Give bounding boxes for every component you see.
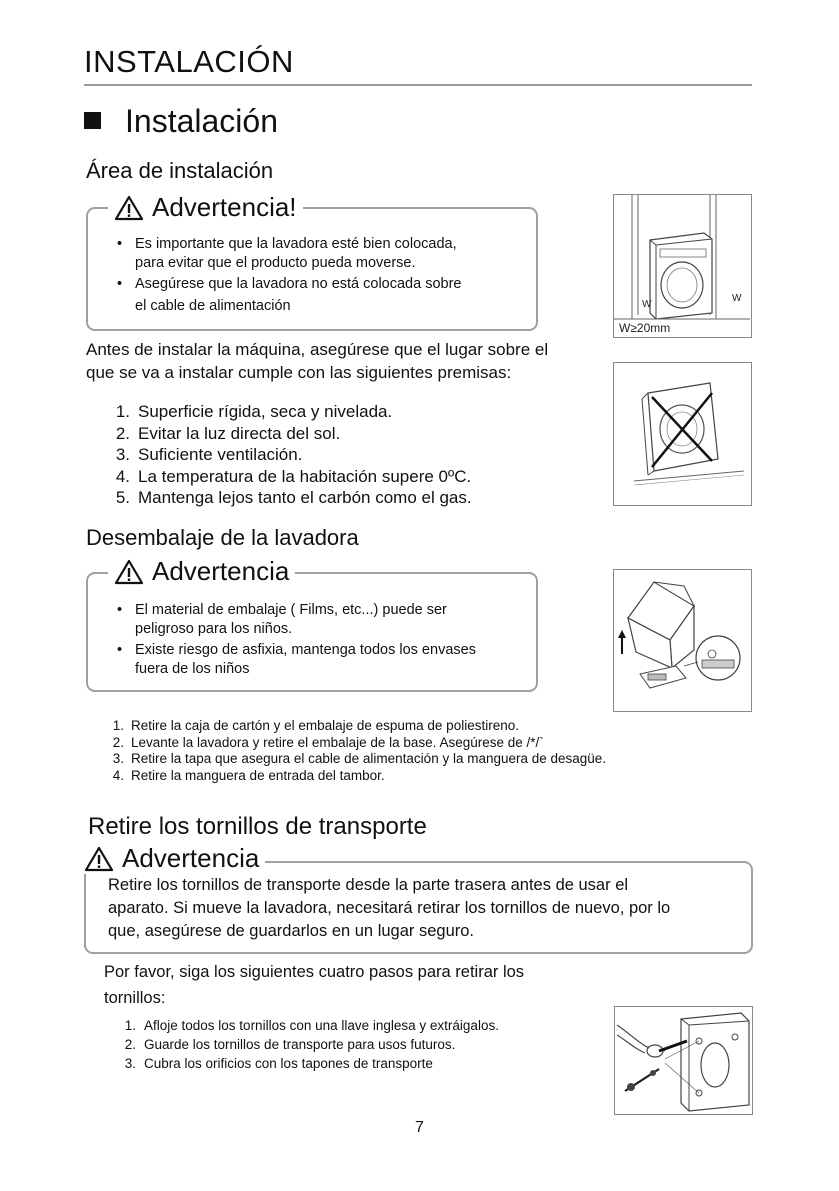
install-requirements <box>110 401 472 509</box>
list-item: 3. Retire la tapa que asegura el cable de alimentación y la manguera de desagüe. <box>112 751 607 766</box>
install-area-title: Área de instalación <box>86 158 274 183</box>
list-item: 5. Mantenga lejos tanto el carbón como el gas. <box>115 488 472 507</box>
figure-installation-clearance <box>613 194 752 338</box>
svg-text:W≥20mm: W≥20mm <box>619 321 671 335</box>
list-item: • Existe riesgo de asfixia, mantenga todos los envases fuera de los niños <box>115 641 535 679</box>
install-intro: Antes de instalar la máquina, asegúrese que el lugar sobre el que se va a instalar cumple con las siguientes premisas: <box>86 340 549 382</box>
bolts-warning-title: Advertencia <box>78 843 265 874</box>
bolts-warning-text: Retire los tornillos de transporte desde la parte trasera antes de usar el aparato. Si mueve la lavadora, necesitará retirar los tornillos de nuevo, por lo que, asegúrese de guardarlos en un lugar seguro. <box>108 876 671 940</box>
list-item: 2. Guarde los tornillos de transporte para usos futuros. <box>124 1037 456 1052</box>
section-title-text: Instalación <box>125 103 278 139</box>
list-item: 1. Retire la caja de cartón y el embalaje de espuma de poliestireno. <box>112 718 519 733</box>
svg-text:W: W <box>732 293 742 304</box>
list-item: 1. Afloje todos los tornillos con una llave inglesa y extráigalos. <box>124 1018 499 1033</box>
figure-uneven-floor-warning <box>613 362 752 506</box>
warning-triangle-icon <box>114 559 144 585</box>
warning-triangle-icon <box>114 195 144 221</box>
list-item: 2. Evitar la luz directa del sol. <box>115 423 341 443</box>
page-number: 7 <box>415 1119 424 1136</box>
list-item: 3. Suficiente ventilación. <box>115 445 303 464</box>
list-item: 4. Retire la manguera de entrada del tambor. <box>112 767 385 783</box>
unpack-warning-title: Advertencia <box>108 556 295 587</box>
list-item: 3. Cubra los orificios con los tapones de transporte <box>124 1056 433 1071</box>
warning-triangle-icon <box>84 846 114 872</box>
figure-remove-bolts <box>614 1006 753 1115</box>
section-title <box>84 103 278 140</box>
unpack-steps <box>110 718 606 784</box>
list-item: • Es importante que la lavadora esté bien colocada, para evitar que el producto pueda moverse. <box>115 235 535 273</box>
list-item: • El material de embalaje ( Films, etc...) puede ser peligroso para los niños. <box>115 601 535 639</box>
header-divider <box>84 84 752 86</box>
square-bullet-icon <box>84 112 101 129</box>
bolts-steps <box>124 1016 499 1073</box>
install-warning-title: Advertencia! <box>108 192 303 223</box>
bolts-title: Retire los tornillos de transporte <box>88 813 427 840</box>
svg-text:W: W <box>642 299 652 310</box>
figure-unpacking <box>613 569 752 712</box>
list-item: • Asegúrese que la lavadora no está colocada sobre el cable de alimentación <box>115 275 535 316</box>
list-item: 4. La temperatura de la habitación supere 0ºC. <box>115 466 472 486</box>
list-item: 2. Levante la lavadora y retire el embalaje de la base. Asegúrese de /*/` <box>112 734 544 750</box>
list-item: 1. Superficie rígida, seca y nivelada. <box>115 402 393 421</box>
unpack-title: Desembalaje de la lavadora <box>86 525 359 550</box>
install-warning-list <box>115 235 535 318</box>
bolts-intro: Por favor, siga los siguientes cuatro pasos para retirar los tornillos: <box>104 963 525 1007</box>
unpack-warning-list <box>115 601 535 681</box>
page-header-title: INSTALACIÓN <box>84 44 294 79</box>
